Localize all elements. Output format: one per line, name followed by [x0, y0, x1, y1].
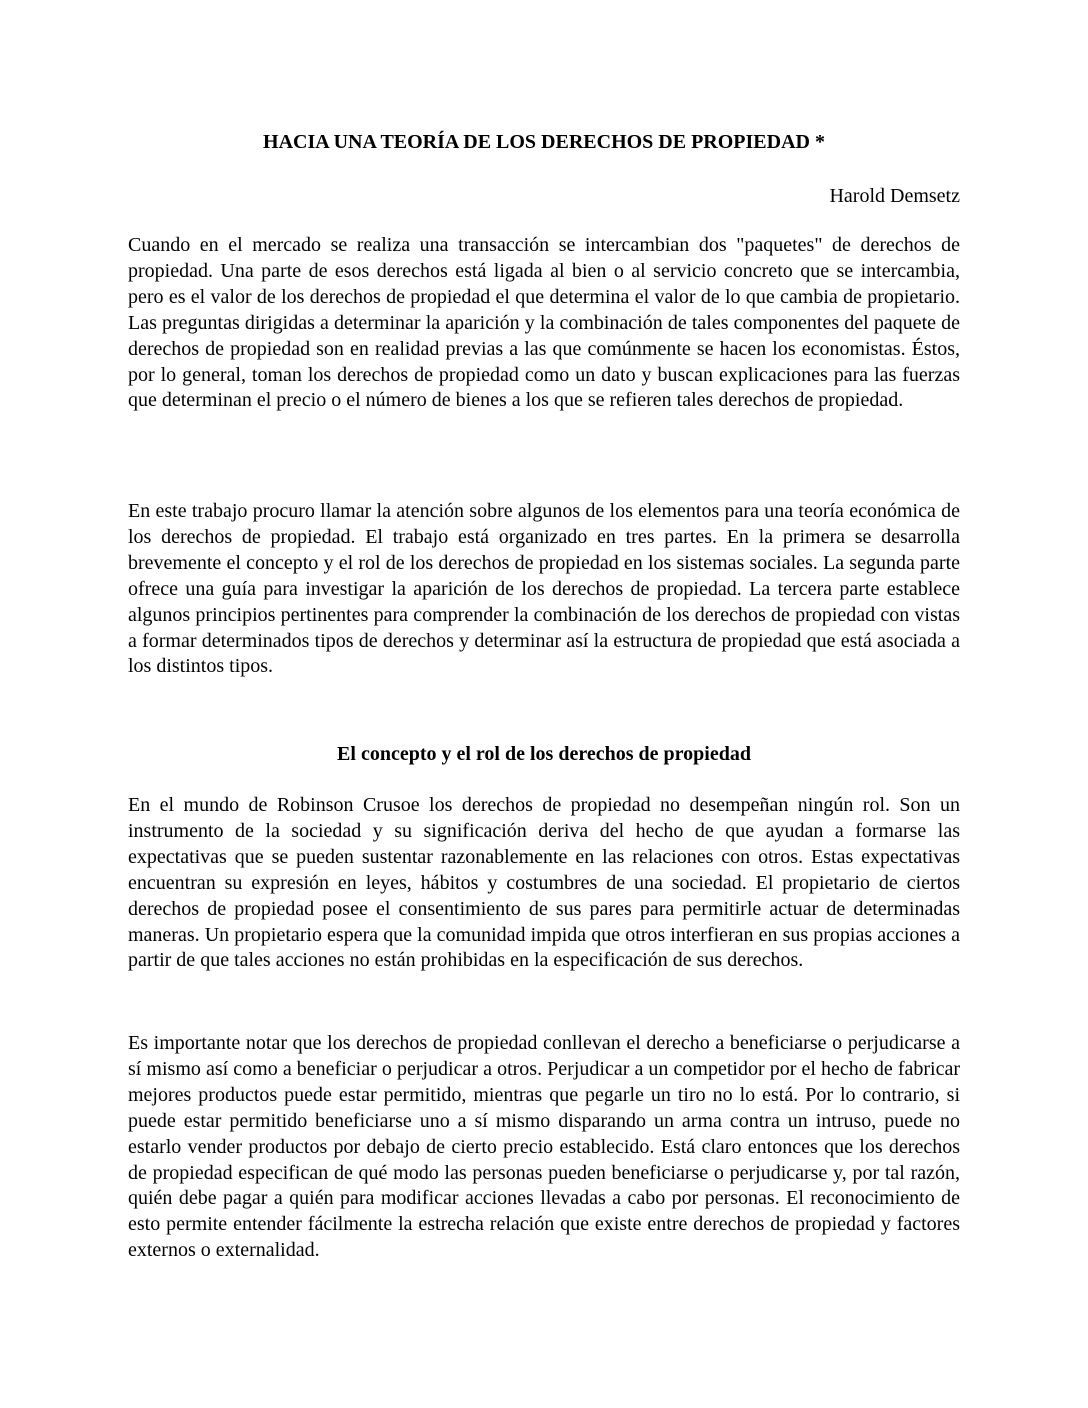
intro-paragraph-1: Cuando en el mercado se realiza una transacción se intercambian dos "paquetes" de derechos de propiedad. Una parte de esos derechos está ligada al bien o al servicio concreto que se intercambia, pero es el valor de los derechos de propiedad el que determina el valor de lo que cambia de propietario. Las preguntas dirigidas a determinar la aparición y la combinación de tales componentes del paquete de derechos de propiedad son en realidad previas a las que comúnmente se hacen los economistas. Éstos, por lo general, toman los derechos de propiedad como un dato y buscan explicaciones para las fuerzas que determinan el precio o el número de bienes a los que se refieren tales derechos de propiedad. — [128, 234, 960, 412]
section-heading: El concepto y el rol de los derechos de propiedad — [337, 743, 751, 765]
section-paragraph-1: En el mundo de Robinson Crusoe los derechos de propiedad no desempeñan ningún rol. Son un instrumento de la sociedad y su significación deriva del hecho de que ayudan a formarse las expectativas que se pueden sustentar razonablemente en las relaciones con otros. Estas expectativas encuentran su expresión en leyes, hábitos y costumbres de una sociedad. El propietario de ciertos derechos de propiedad posee el consentimiento de sus pares para permitirle actuar de determinadas maneras. Un propietario espera que la comunidad impida que otros interfieran en sus propias acciones a partir de que tales acciones no están prohibidas en la especificación de sus derechos. — [128, 794, 960, 972]
intro-paragraph-2: En este trabajo procuro llamar la atención sobre algunos de los elementos para una teoría económica de los derechos de propiedad. El trabajo está organizado en tres partes. En la primera se desarrolla brevemente el concepto y el rol de los derechos de propiedad en los sistemas sociales. La segunda parte ofrece una guía para investigar la aparición de los derechos de propiedad. La tercera parte establece algunos principios pertinentes para comprender la combinación de los derechos de propiedad con vistas a formar determinados tipos de derechos y determinar así la estructura de propiedad que está asociada a los distintos tipos. — [128, 500, 960, 678]
document-author: Harold Demsetz — [829, 185, 960, 207]
document-title: HACIA UNA TEORÍA DE LOS DERECHOS DE PROPIEDAD * — [263, 131, 825, 153]
section-paragraph-2: Es importante notar que los derechos de propiedad conllevan el derecho a beneficiarse o perjudicarse a sí mismo así como a beneficiar o perjudicar a otros. Perjudicar a un competidor por el hecho de fabricar mejores productos puede estar permitido, mientras que pegarle un tiro no lo está. Por lo contrario, si puede estar permitido beneficiarse uno a sí mismo disparando un arma contra un intruso, puede no estarlo vender productos por debajo de cierto precio establecido. Está claro entonces que los derechos de propiedad especifican de qué modo las personas pueden beneficiarse o perjudicarse y, por tal razón, quién debe pagar a quién para modificar acciones llevadas a cabo por personas. El reconocimiento de esto permite entender fácilmente la estrecha relación que existe entre derechos de propiedad y factores externos o externalidad. — [128, 1032, 960, 1262]
